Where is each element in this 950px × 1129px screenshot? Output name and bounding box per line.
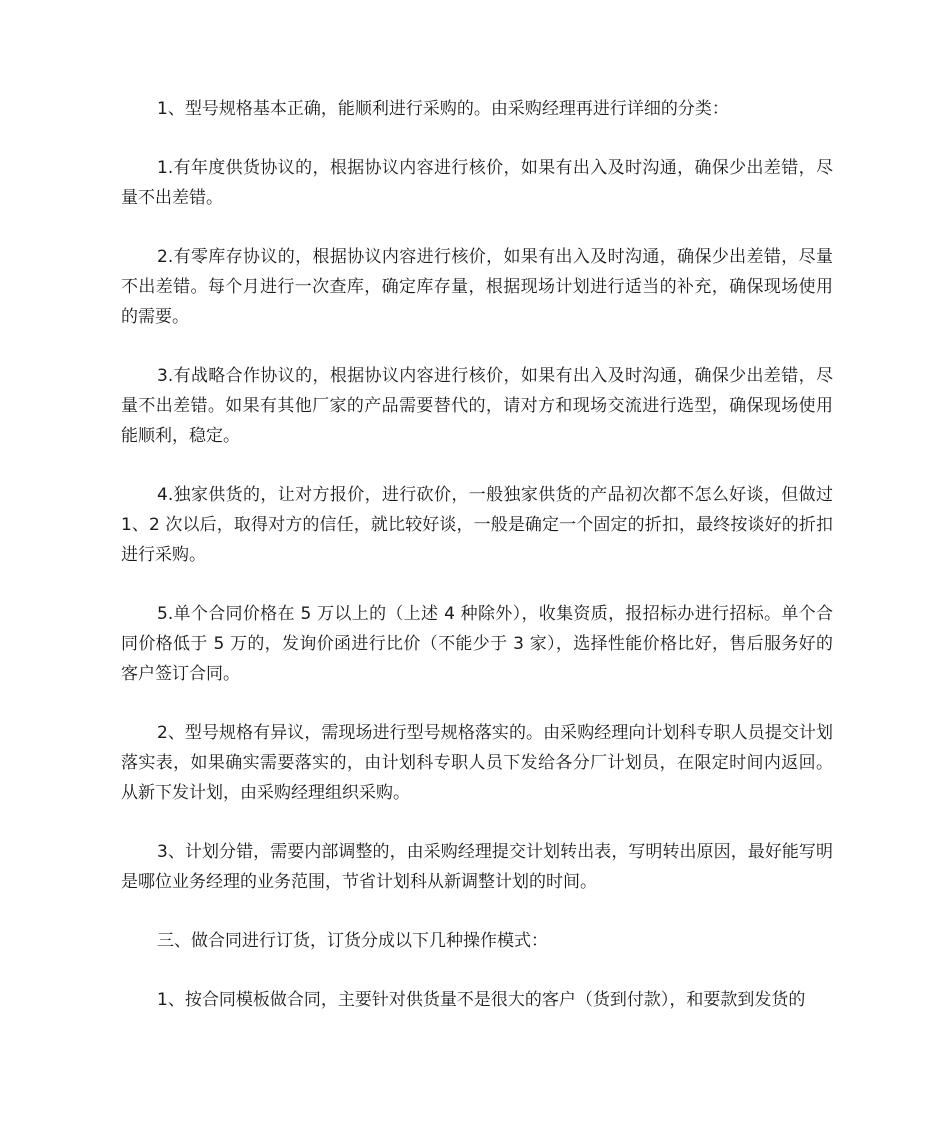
paragraph-section-2: 2、型号规格有异议，需现场进行型号规格落实的。由采购经理向计划科专职人员提交计划落实表，如果确实需要落实的，由计划科专职人员下发给各分厂计划员，在限定时间内返回。从新下发计划，由采购经理组织采购。 [121,723,833,803]
document-body [121,94,833,1044]
paragraph-contract-template: 1、按合同模板做合同，主要针对供货量不是很大的客户（货到付款），和要款到发货的 [157,990,806,1010]
paragraph-item-annual-agreement: 1.有年度供货协议的，根据协议内容进行核价，如果有出入及时沟通，确保少出差错，尽量不出差错。 [121,158,833,208]
paragraph-item-zero-inventory: 2.有零库存协议的，根据协议内容进行核价，如果有出入及时沟通，确保少出差错，尽量不出差错。每个月进行一次查库，确定库存量，根据现场计划进行适当的补充，确保现场使用的需要。 [121,247,833,327]
paragraph-section-3: 3、计划分错，需要内部调整的，由采购经理提交计划转出表，写明转出原因，最好能写明是哪位业务经理的业务范围，节省计划科从新调整计划的时间。 [121,842,833,892]
paragraph-section-1: 1、型号规格基本正确，能顺利进行采购的。由采购经理再进行详细的分类： [157,99,729,119]
paragraph-heading-three: 三、做合同进行订货，订货分成以下几种操作模式： [157,931,548,951]
paragraph-item-exclusive-supply: 4.独家供货的，让对方报价，进行砍价，一般独家供货的产品初次都不怎么好谈，但做过 1、2 次以后，取得对方的信任，就比较好谈，一般是确定一个固定的折扣，最终按谈好的折扣进行采购。 [121,485,833,565]
paragraph-item-strategic-cooperation: 3.有战略合作协议的，根据协议内容进行核价，如果有出入及时沟通，确保少出差错，尽量不出差错。如果有其他厂家的产品需要替代的，请对方和现场交流进行选型，确保现场使用能顺利，稳定。 [121,366,833,446]
paragraph-item-contract-price: 5.单个合同价格在 5 万以上的（上述 4 种除外），收集资质，报招标办进行招标。单个合同价格低于 5 万的，发询价函进行比价（不能少于 3 家），选择性能价格比好，售后服务好的客户签订合同。 [121,604,833,684]
